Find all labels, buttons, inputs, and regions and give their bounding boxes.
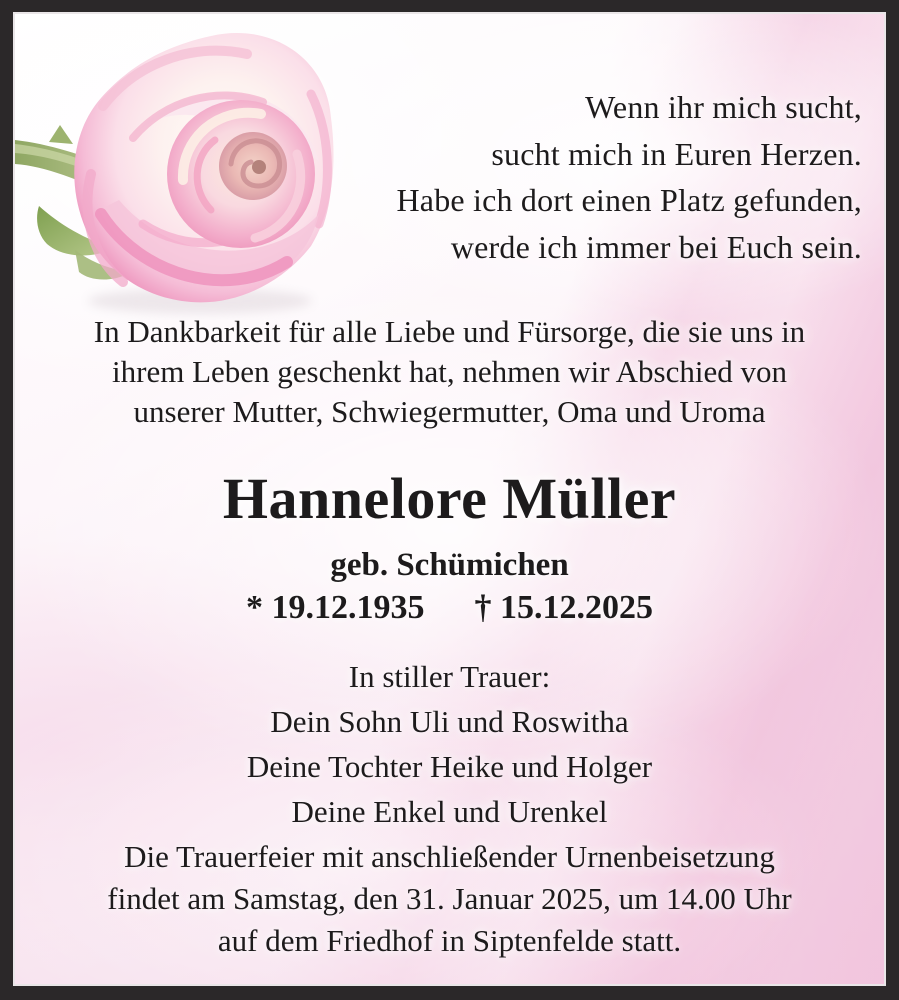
funeral-line: auf dem Friedhof in Siptenfelde statt.: [217, 923, 682, 958]
deceased-name: Hannelore Müller: [222, 466, 677, 531]
mourner-line: Dein Sohn Uli und Roswitha: [270, 704, 629, 739]
poem-line: werde ich immer bei Euch sein.: [450, 228, 862, 265]
rose-photo: [15, 14, 337, 320]
life-dates: [15, 587, 884, 629]
poem-line: Habe ich dort einen Platz gefunden,: [396, 182, 862, 218]
funeral-line: Die Trauerfeier mit anschließender Urnenbeisetzung: [124, 839, 775, 874]
intro-line: unserer Mutter, Schwiegermutter, Oma und Uroma: [133, 394, 766, 429]
funeral-info: [15, 836, 884, 962]
memorial-poem: [397, 84, 863, 270]
intro-line: ihrem Leben geschenkt hat, nehmen wir Abschied von: [112, 354, 787, 389]
poem-line: Wenn ihr mich sucht,: [585, 89, 862, 125]
notice-content: [13, 12, 886, 986]
funeral-line: findet am Samstag, den 31. Januar 2025, um 14.00 Uhr: [107, 881, 792, 916]
maiden-name: geb. Schümichen: [330, 547, 569, 583]
intro-text: [15, 312, 884, 432]
intro-line: In Dankbarkeit für alle Liebe und Fürsorge, die sie uns in: [93, 314, 806, 349]
mourner-line: Deine Tochter Heike und Holger: [246, 749, 653, 784]
death-date: † 15.12.2025: [474, 589, 653, 626]
mourners: [15, 654, 884, 834]
mourner-line: Deine Enkel und Urenkel: [291, 794, 608, 829]
poem-line: sucht mich in Euren Herzen.: [491, 135, 862, 172]
mourners-heading: In stiller Trauer:: [348, 659, 551, 694]
birth-date: * 19.12.1935: [246, 589, 425, 626]
